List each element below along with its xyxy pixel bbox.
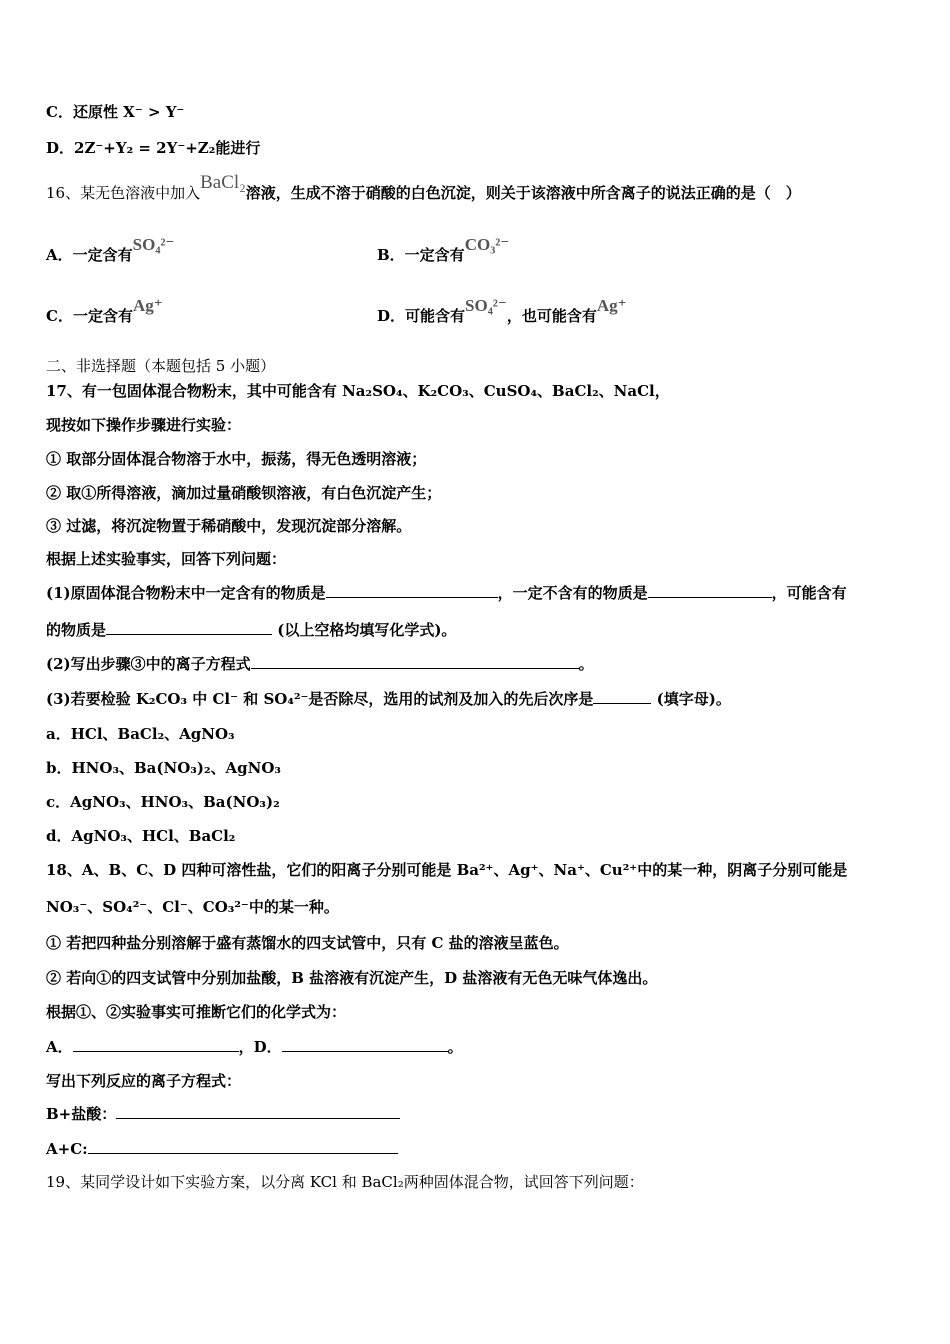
- q17-part1: [46, 583, 847, 603]
- q18-blank-d[interactable]: [282, 1037, 448, 1052]
- q15-option-c: C．还原性 X⁻ > Y⁻: [46, 103, 185, 121]
- q19-stem: 19、某同学设计如下实验方案，以分离 KCl 和 BaCl₂两种固体混合物，试回答下列问题：: [46, 1173, 644, 1191]
- q16-option-a: [46, 235, 175, 265]
- q17-blank-1[interactable]: [326, 583, 498, 598]
- q17-ask: 根据上述实验事实，回答下列问题：: [46, 550, 287, 568]
- q17-p3b: (填字母)。: [651, 690, 731, 708]
- q17-p1d: 的物质是: [46, 621, 107, 639]
- q17-p2a: (2)写出步骤③中的离子方程式: [46, 655, 251, 673]
- q16-option-d: [377, 296, 627, 326]
- q17-option-d: d．AgNO₃、HCl、BaCl₂: [46, 827, 236, 845]
- q17-p1a: (1)原固体混合物粉末中一定含有的物质是: [46, 584, 326, 602]
- q16-stem: [46, 172, 801, 203]
- q16-option-c: [46, 296, 163, 326]
- q18-ans-end: 。: [447, 1038, 463, 1056]
- q18-clue1: ① 若把四种盐分别溶解于盛有蒸馏水的四支试管中，只有 C 盐的溶液呈蓝色。: [46, 934, 569, 952]
- q16-option-a-label: A．一定含有: [46, 246, 133, 264]
- q18-answers: [46, 1037, 463, 1057]
- q17-option-c: c．AgNO₃、HNO₃、Ba(NO₃)₂: [46, 793, 280, 811]
- q16-option-d-label: D．可能含有: [377, 307, 466, 325]
- q16-option-d-ion2: Ag⁺: [596, 296, 627, 315]
- q17-p2b: 。: [578, 655, 594, 673]
- q16-option-b-label: B．一定含有: [377, 246, 465, 264]
- q18-reaction1: [46, 1104, 400, 1124]
- q18-r2-label: A+C:: [46, 1140, 88, 1158]
- section-title: 二、非选择题（本题包括 5 小题）: [46, 357, 276, 375]
- q17-step1: ① 取部分固体混合物溶于水中，振荡，得无色透明溶液；: [46, 450, 427, 468]
- q18-ans-a-label: A．: [46, 1038, 73, 1056]
- q18-write: 写出下列反应的离子方程式：: [46, 1072, 242, 1090]
- q16-option-c-ion: Ag⁺: [132, 296, 163, 315]
- q16-reagent: BaCl₂: [200, 172, 246, 193]
- q16-option-d-mid: ，也可能含有: [506, 307, 597, 325]
- q16-stem-a: 16、某无色溶液中加入: [46, 184, 201, 202]
- q18-clue2: ② 若向①的四支试管中分别加盐酸，B 盐溶液有沉淀产生，D 盐溶液有无色无味气体逸出。: [46, 969, 658, 987]
- q15-option-d: D．2Z⁻+Y₂ = 2Y⁻+Z₂能进行: [46, 139, 261, 157]
- q18-blank-r1[interactable]: [116, 1104, 400, 1119]
- q17-blank-5[interactable]: [593, 689, 651, 704]
- q17-part2: [46, 654, 594, 674]
- q17-option-b: b．HNO₃、Ba(NO₃)₂、AgNO₃: [46, 759, 281, 777]
- q17-option-a: a．HCl、BaCl₂、AgNO₃: [46, 725, 235, 743]
- q17-part3: [46, 689, 731, 709]
- q16-option-b: [377, 235, 510, 265]
- q17-blank-2[interactable]: [648, 583, 772, 598]
- q17-blank-3[interactable]: [106, 620, 272, 635]
- q16-option-a-ion: SO₄²⁻: [132, 235, 175, 254]
- q18-stem2: NO₃⁻、SO₄²⁻、Cl⁻、CO₃²⁻中的某一种。: [46, 898, 339, 916]
- q17-p3a: (3)若要检验 K₂CO₃ 中 Cl⁻ 和 SO₄²⁻是否除尽，选用的试剂及加入的先后次序是: [46, 690, 594, 708]
- q16-option-d-ion1: SO₄²⁻: [465, 296, 507, 315]
- q17-intro: 现按如下操作步骤进行实验：: [46, 416, 242, 434]
- q16-option-c-label: C．一定含有: [46, 307, 133, 325]
- q18-ask: 根据①、②实验事实可推断它们的化学式为：: [46, 1003, 347, 1021]
- q17-p1c: ，可能含有: [771, 584, 847, 602]
- q17-p1b: ，一定不含有的物质是: [497, 584, 648, 602]
- q18-stem1: 18、A、B、C、D 四种可溶性盐，它们的阳离子分别可能是 Ba²⁺、Ag⁺、Na⁺、Cu²⁺中的某一种，阴离子分别可能是: [46, 861, 848, 879]
- q18-ans-d-label: ，D．: [238, 1038, 282, 1056]
- q17-part1-cont: [46, 620, 456, 640]
- q16-option-b-ion: CO₃²⁻: [464, 235, 510, 254]
- q18-blank-r2[interactable]: [88, 1139, 398, 1154]
- q18-reaction2: [46, 1139, 398, 1159]
- q18-r1-label: B+盐酸：: [46, 1105, 117, 1123]
- q16-stem-b: 溶液，生成不溶于硝酸的白色沉淀，则关于该溶液中所含离子的说法正确的是（ ）: [245, 184, 801, 202]
- q18-blank-a[interactable]: [73, 1037, 239, 1052]
- q17-step3: ③ 过滤，将沉淀物置于稀硝酸中，发现沉淀部分溶解。: [46, 517, 412, 535]
- q17-step2: ② 取①所得溶液，滴加过量硝酸钡溶液，有白色沉淀产生；: [46, 484, 442, 502]
- q17-p1e: (以上空格均填写化学式)。: [272, 621, 457, 639]
- q17-blank-4[interactable]: [251, 654, 579, 669]
- q17-stem: 17、有一包固体混合物粉末，其中可能含有 Na₂SO₄、K₂CO₃、CuSO₄、BaCl₂、NaCl，: [46, 382, 670, 400]
